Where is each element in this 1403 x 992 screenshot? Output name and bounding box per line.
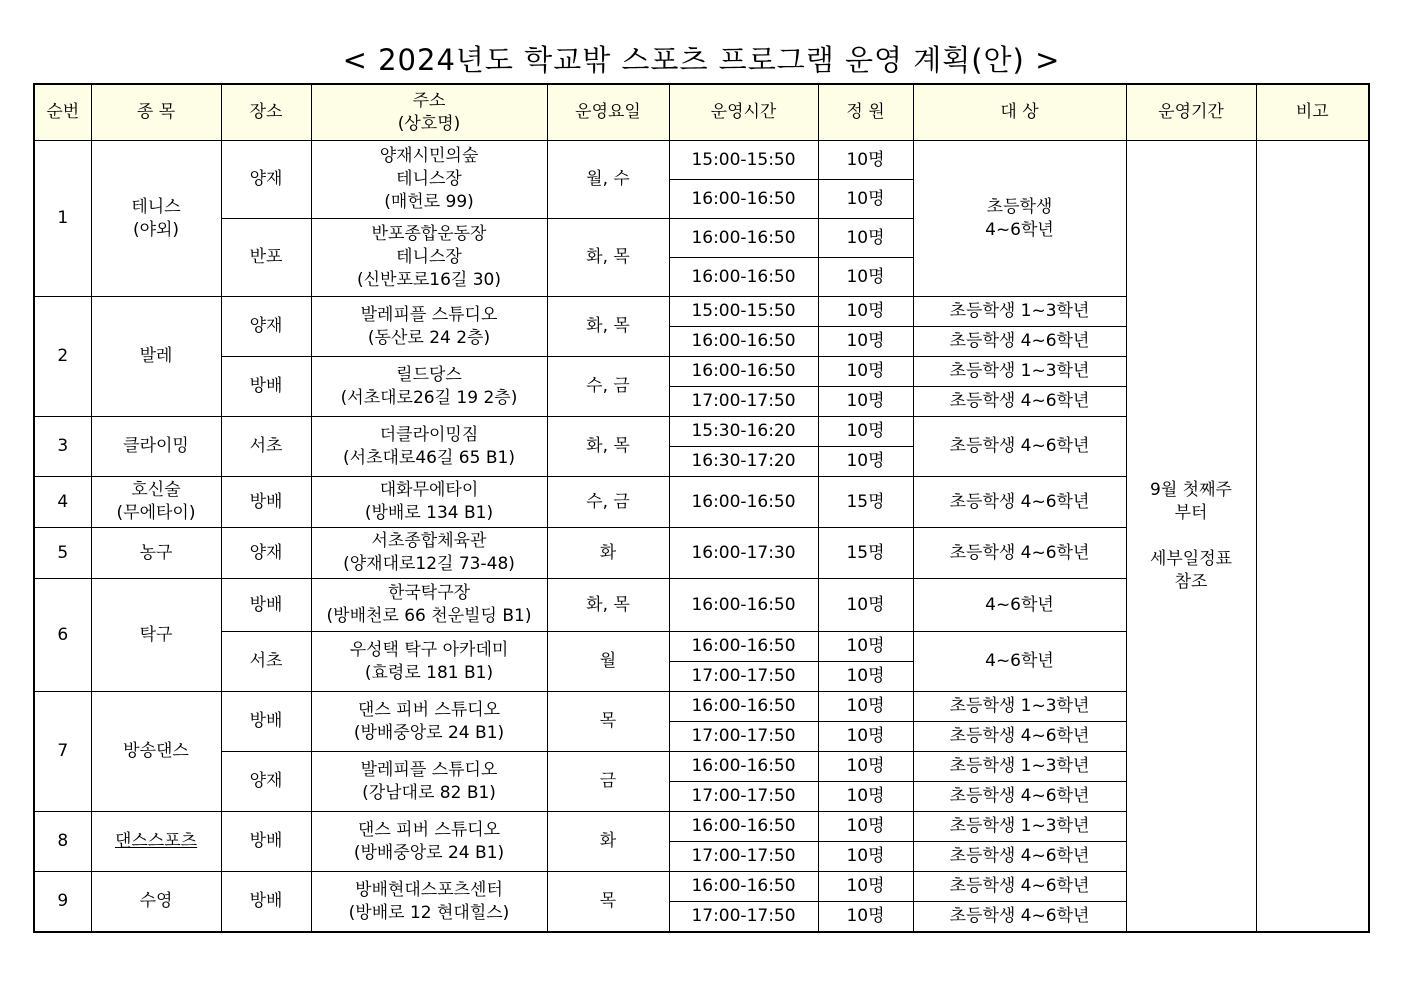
row-days: 목 xyxy=(547,692,669,752)
row-time: 17:00-17:50 xyxy=(669,387,818,417)
row-time: 17:00-17:50 xyxy=(669,722,818,752)
row-place: 방배 xyxy=(221,579,311,632)
row-capacity: 10명 xyxy=(818,692,913,722)
row-time: 15:30-16:20 xyxy=(669,417,818,447)
row-target: 4~6학년 xyxy=(913,632,1126,692)
row-capacity: 10명 xyxy=(818,219,913,258)
row-target: 초등학생 1~3학년 xyxy=(913,692,1126,722)
row-capacity: 10명 xyxy=(818,357,913,387)
row-capacity: 15명 xyxy=(818,477,913,528)
row-days: 화, 목 xyxy=(547,417,669,477)
header-place: 장소 xyxy=(221,84,311,141)
row-time: 16:00-16:50 xyxy=(669,219,818,258)
row-time: 17:00-17:50 xyxy=(669,842,818,872)
row-capacity: 10명 xyxy=(818,447,913,477)
row-time: 16:00-16:50 xyxy=(669,477,818,528)
row-days: 월 xyxy=(547,632,669,692)
header-no: 순번 xyxy=(34,84,91,141)
row-capacity: 10명 xyxy=(818,579,913,632)
row-place: 반포 xyxy=(221,219,311,297)
table-row xyxy=(34,141,1369,180)
header-period: 운영기간 xyxy=(1126,84,1256,141)
row-sport: 테니스 (야외) xyxy=(91,141,221,297)
row-target: 초등학생 4~6학년 xyxy=(913,417,1126,477)
row-no: 2 xyxy=(34,297,91,417)
header-row xyxy=(34,84,1369,141)
row-days: 화 xyxy=(547,528,669,579)
row-capacity: 10명 xyxy=(818,387,913,417)
row-days: 수, 금 xyxy=(547,357,669,417)
header-sport: 종 목 xyxy=(91,84,221,141)
row-place: 양재 xyxy=(221,297,311,357)
row-sport: 방송댄스 xyxy=(91,692,221,812)
row-no: 7 xyxy=(34,692,91,812)
row-capacity: 10명 xyxy=(818,180,913,219)
row-no: 1 xyxy=(34,141,91,297)
row-days: 금 xyxy=(547,752,669,812)
row-address: 한국탁구장 (방배천로 66 천운빌딩 B1) xyxy=(311,579,547,632)
row-days: 화, 목 xyxy=(547,219,669,297)
row-capacity: 10명 xyxy=(818,872,913,902)
program-table xyxy=(33,83,1370,933)
row-place: 방배 xyxy=(221,872,311,933)
row-sport: 댄스스포츠 xyxy=(91,812,221,872)
row-time: 16:00-16:50 xyxy=(669,692,818,722)
row-no: 4 xyxy=(34,477,91,528)
row-target: 4~6학년 xyxy=(913,579,1126,632)
row-time: 16:00-16:50 xyxy=(669,579,818,632)
row-time: 16:00-16:50 xyxy=(669,812,818,842)
row-capacity: 10명 xyxy=(818,752,913,782)
header-capacity: 정 원 xyxy=(818,84,913,141)
row-place: 방배 xyxy=(221,812,311,872)
row-no: 3 xyxy=(34,417,91,477)
row-address: 댄스 피버 스튜디오 (방배중앙로 24 B1) xyxy=(311,812,547,872)
row-sport: 수영 xyxy=(91,872,221,933)
row-time: 16:00-17:30 xyxy=(669,528,818,579)
row-address: 양재시민의숲 테니스장 (매헌로 99) xyxy=(311,141,547,219)
row-place: 방배 xyxy=(221,477,311,528)
row-days: 화, 목 xyxy=(547,297,669,357)
row-address: 댄스 피버 스튜디오 (방배중앙로 24 B1) xyxy=(311,692,547,752)
row-time: 16:00-16:50 xyxy=(669,752,818,782)
header-address: 주소 (상호명) xyxy=(311,84,547,141)
row-place: 양재 xyxy=(221,528,311,579)
row-target: 초등학생 1~3학년 xyxy=(913,357,1126,387)
row-capacity: 10명 xyxy=(818,258,913,297)
row-time: 16:00-16:50 xyxy=(669,872,818,902)
row-time: 17:00-17:50 xyxy=(669,902,818,933)
row-address: 발레피플 스튜디오 (강남대로 82 B1) xyxy=(311,752,547,812)
row-time: 16:30-17:20 xyxy=(669,447,818,477)
row-address: 발레피플 스튜디오 (동산로 24 2층) xyxy=(311,297,547,357)
row-target: 초등학생 4~6학년 xyxy=(913,477,1126,528)
row-time: 16:00-16:50 xyxy=(669,327,818,357)
row-place: 양재 xyxy=(221,752,311,812)
row-target: 초등학생 4~6학년 xyxy=(913,387,1126,417)
row-target: 초등학생 4~6학년 xyxy=(913,872,1126,902)
note-cell xyxy=(1256,141,1369,933)
row-capacity: 10명 xyxy=(818,842,913,872)
row-target: 초등학생 4~6학년 xyxy=(913,141,1126,297)
row-capacity: 10명 xyxy=(818,632,913,662)
row-place: 서초 xyxy=(221,417,311,477)
row-capacity: 10명 xyxy=(818,902,913,933)
row-capacity: 10명 xyxy=(818,141,913,180)
row-capacity: 10명 xyxy=(818,417,913,447)
row-sport: 발레 xyxy=(91,297,221,417)
row-time: 15:00-15:50 xyxy=(669,141,818,180)
row-place: 양재 xyxy=(221,141,311,219)
row-capacity: 10명 xyxy=(818,327,913,357)
row-time: 16:00-16:50 xyxy=(669,357,818,387)
row-capacity: 15명 xyxy=(818,528,913,579)
row-sport: 클라이밍 xyxy=(91,417,221,477)
row-no: 8 xyxy=(34,812,91,872)
row-address: 서초종합체육관 (양재대로12길 73-48) xyxy=(311,528,547,579)
row-no: 6 xyxy=(34,579,91,692)
row-sport: 탁구 xyxy=(91,579,221,692)
row-no: 9 xyxy=(34,872,91,933)
header-days: 운영요일 xyxy=(547,84,669,141)
row-place: 서초 xyxy=(221,632,311,692)
row-address: 릴드당스 (서초대로26길 19 2층) xyxy=(311,357,547,417)
row-address: 우성택 탁구 아카데미 (효령로 181 B1) xyxy=(311,632,547,692)
row-capacity: 10명 xyxy=(818,722,913,752)
row-target: 초등학생 1~3학년 xyxy=(913,752,1126,782)
row-place: 방배 xyxy=(221,357,311,417)
row-time: 17:00-17:50 xyxy=(669,662,818,692)
header-time: 운영시간 xyxy=(669,84,818,141)
row-target: 초등학생 4~6학년 xyxy=(913,842,1126,872)
row-capacity: 10명 xyxy=(818,662,913,692)
row-no: 5 xyxy=(34,528,91,579)
row-sport: 호신술 (무에타이) xyxy=(91,477,221,528)
row-capacity: 10명 xyxy=(818,297,913,327)
row-target: 초등학생 4~6학년 xyxy=(913,528,1126,579)
row-days: 월, 수 xyxy=(547,141,669,219)
row-days: 목 xyxy=(547,872,669,933)
row-days: 화 xyxy=(547,812,669,872)
row-address: 대화무에타이 (방배로 134 B1) xyxy=(311,477,547,528)
row-target: 초등학생 4~6학년 xyxy=(913,327,1126,357)
row-address: 더클라이밍짐 (서초대로46길 65 B1) xyxy=(311,417,547,477)
row-time: 16:00-16:50 xyxy=(669,180,818,219)
row-days: 수, 금 xyxy=(547,477,669,528)
row-target: 초등학생 1~3학년 xyxy=(913,297,1126,327)
row-target: 초등학생 1~3학년 xyxy=(913,812,1126,842)
header-note: 비고 xyxy=(1256,84,1369,141)
row-capacity: 10명 xyxy=(818,812,913,842)
row-target: 초등학생 4~6학년 xyxy=(913,722,1126,752)
header-target: 대 상 xyxy=(913,84,1126,141)
row-address: 방배현대스포츠센터 (방배로 12 현대힐스) xyxy=(311,872,547,933)
row-days: 화, 목 xyxy=(547,579,669,632)
page-title: < 2024년도 학교밖 스포츠 프로그램 운영 계획(안) > xyxy=(342,43,1061,77)
period-cell: 9월 첫째주 부터 세부일정표 참조 xyxy=(1126,141,1256,933)
row-address: 반포종합운동장 테니스장 (신반포로16길 30) xyxy=(311,219,547,297)
row-time: 16:00-16:50 xyxy=(669,258,818,297)
row-place: 방배 xyxy=(221,692,311,752)
row-target: 초등학생 4~6학년 xyxy=(913,902,1126,933)
row-time: 17:00-17:50 xyxy=(669,782,818,812)
row-capacity: 10명 xyxy=(818,782,913,812)
row-sport: 농구 xyxy=(91,528,221,579)
row-time: 15:00-15:50 xyxy=(669,297,818,327)
row-target: 초등학생 4~6학년 xyxy=(913,782,1126,812)
row-time: 16:00-16:50 xyxy=(669,632,818,662)
